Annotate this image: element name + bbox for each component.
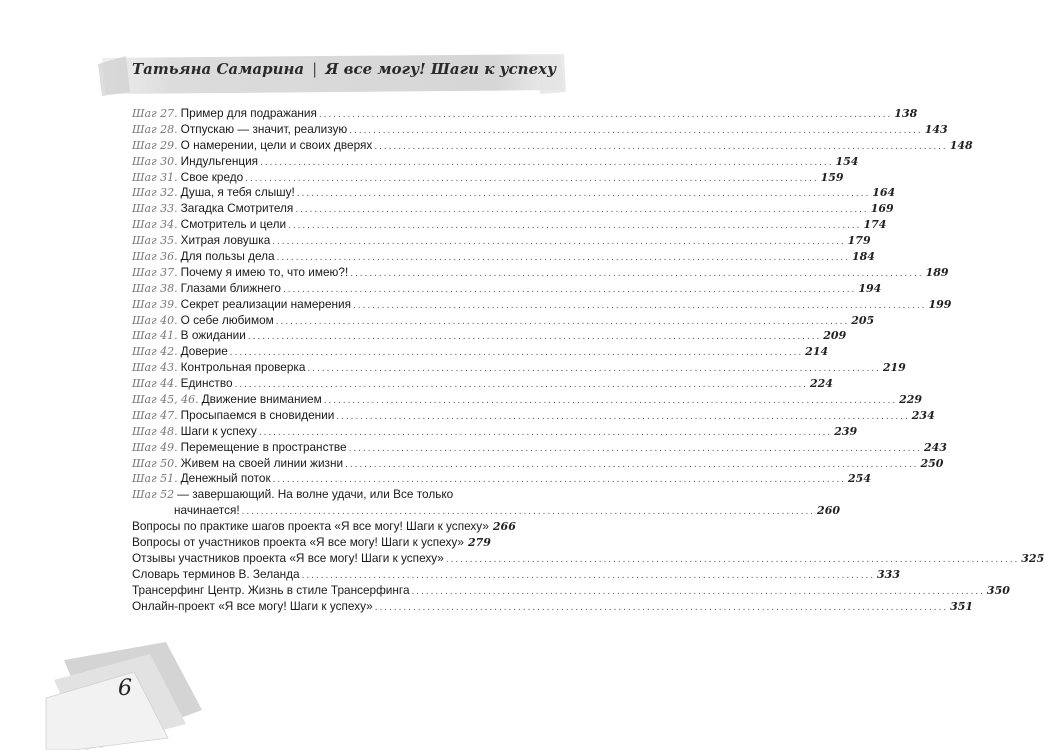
toc-title: Индульгенция [180,153,259,168]
toc-entry[interactable] [132,280,882,297]
toc-page-number: 351 [950,599,974,613]
toc-title: Движение вниманием [201,392,322,407]
toc-line [132,407,935,425]
toc-title: Хитрая ловушка [180,233,271,248]
dot-leader: ........................................................................................................................ [234,379,808,391]
header-separator: | [312,60,318,78]
toc-line [132,201,894,218]
dot-leader: ........................................................................................................................ [323,395,898,407]
toc-step-label: Шаг 40. [132,313,178,327]
toc-page-number: 194 [858,281,882,295]
toc-line [132,582,1010,600]
toc-page-number: 148 [949,138,973,152]
page-number: 6 [118,676,132,701]
toc-title: О себе любимом [180,312,274,327]
toc-title: Онлайн-проект «Я все могу! Шаги к успеху» [132,598,373,613]
toc-title: Единство [180,376,233,391]
toc-title: Для пользы дела [180,249,275,264]
toc-step-label: Шаг 32. [132,186,178,200]
toc-step-label: Шаг 35. [132,234,178,248]
toc-title: Перемещение в пространстве [180,439,347,454]
toc-page-number: 234 [911,408,935,422]
toc-title: — завершающий. На волне удачи, или Все только [177,487,454,502]
toc-entry[interactable] [132,296,952,313]
toc-page-number: 325 [1021,551,1044,565]
dot-leader: ........................................................................................................................ [241,506,816,518]
toc-title: Живем на своей линии жизни [180,455,344,470]
toc-title: Пример для подражания [180,106,317,120]
dot-leader: ........................................................................................................................ [348,442,922,454]
toc-title: Глазами ближнего [180,280,281,295]
dot-leader: ........................................................................................................................ [276,252,850,264]
toc-page-number: 184 [852,250,875,264]
toc-line [132,280,882,298]
toc-step-label: Шаг 47. [132,408,178,422]
toc-line [132,423,858,441]
toc-title: Просыпаемся в сновидении [180,407,335,422]
toc-title: Смотритель и цели [180,217,287,232]
toc-step-label: Шаг 28. [132,122,178,136]
toc-page-number: 350 [986,583,1010,597]
toc-entry[interactable] [132,185,896,201]
toc-entry[interactable] [132,121,948,138]
dot-leader: ........................................................................................................................ [296,188,871,200]
toc-line [132,535,491,552]
toc-title-continuation: начинается! [174,503,240,518]
header-author: Татьяна Самарина [132,60,305,78]
toc-entry[interactable] [132,455,944,472]
toc-line [132,519,516,536]
dot-leader: ........................................................................................................................ [445,553,1020,565]
toc-step-label: Шаг 43. [132,361,178,375]
toc-step-label: Шаг 38. [132,281,178,295]
toc-page-number: 214 [805,345,829,359]
toc-page-number: 159 [820,170,844,184]
toc-entry[interactable] [132,360,906,376]
toc-title: Отзывы участников проекта «Я все могу! Шаги к успеху» [132,550,444,565]
toc-page-number: 279 [467,536,491,550]
toc-step-label: Шаг 51. [132,472,178,486]
toc-line [132,487,485,503]
toc-line [132,185,896,202]
toc-page-number: 199 [928,297,952,311]
dot-leader: ........................................................................................................................ [307,363,881,375]
toc-line [132,550,1044,568]
toc-line [132,296,952,314]
toc-page-number: 138 [894,107,918,120]
toc-line [132,233,871,250]
toc-entry[interactable] [132,407,935,424]
dot-leader: ........................................................................................................................ [247,331,822,343]
toc-title: Шаги к успеху [180,423,257,438]
toc-step-label: Шаг 39. [132,297,178,311]
toc-entry[interactable] [132,376,833,392]
toc-entry[interactable] [132,169,844,186]
toc-step-label: Шаг 29. [132,138,178,152]
toc-line [132,121,948,139]
toc-line [132,153,859,171]
toc-entry[interactable] [132,535,491,551]
toc-step-label: Шаг 48. [132,424,178,438]
toc-page-number: 239 [834,424,858,438]
toc-line [132,169,844,187]
dot-leader: ........................................................................................................................ [258,426,833,438]
toc-step-label: Шаг 49. [132,440,178,454]
toc-line [132,598,974,616]
toc-line [132,344,829,361]
toc-page-number: 260 [817,504,841,518]
toc-step-label: Шаг 27. [132,107,178,120]
toc-page-number: 154 [835,154,859,168]
toc-page-number: 333 [877,567,900,581]
dot-leader: ........................................................................................................................ [245,172,819,184]
header-book-title: Я все могу! Шаги к успеху [325,60,557,78]
toc-entry[interactable] [132,550,1044,567]
toc-line [132,264,949,282]
toc-line [132,328,847,345]
toc-line [132,217,887,234]
toc-step-label: Шаг 41. [132,329,178,343]
toc-step-label: Шаг 42. [132,345,178,359]
toc-entry[interactable] [132,264,949,281]
toc-line [132,249,875,266]
dot-leader: ........................................................................................................................ [349,124,923,136]
toc-line [132,455,944,473]
dot-leader: ........................................................................................................................ [374,601,949,613]
toc-entry[interactable] [132,392,923,408]
toc-title: Загадка Смотрителя [180,201,294,216]
toc-title: Душа, я тебя слышу! [180,185,295,200]
toc-step-label: Шаг 30. [132,154,178,168]
toc-page-number: 179 [847,234,871,248]
dot-leader: ........................................................................................................................ [295,204,869,216]
dot-leader: ........................................................................................................................ [353,299,927,311]
dot-leader: ........................................................................................................................ [282,283,857,295]
toc-title: Свое кредо [180,169,244,184]
toc-page-number: 229 [899,393,923,407]
toc-page-number: 250 [920,456,944,470]
toc-entry[interactable] [132,137,973,154]
toc-entry[interactable] [132,233,871,249]
toc-title: О намерении, цели и своих дверях [180,137,373,152]
toc-line-continuation [132,503,841,520]
toc-entry[interactable] [132,328,847,344]
toc-entry[interactable] [132,487,841,519]
toc-page-number: 205 [851,313,875,327]
toc-entry[interactable] [132,217,887,233]
toc-step-label: Шаг 45, 46. [132,393,199,407]
toc-title: Словарь терминов В. Зеланда [132,566,300,581]
dot-leader: ........................................................................................................................ [275,315,850,327]
dot-leader: ........................................................................................................................ [272,236,846,248]
toc-line [132,471,871,488]
toc-step-label: Шаг 36. [132,250,178,264]
dot-leader: ........................................................................................................................ [374,140,948,152]
table-of-contents [132,106,1044,615]
toc-step-label: Шаг 34. [132,218,178,232]
toc-page-number: 164 [872,186,896,200]
toc-page-number: 143 [924,122,948,136]
toc-page-number: 219 [882,361,906,375]
toc-title: В ожидании [180,328,246,343]
toc-entry[interactable] [132,153,859,170]
toc-entry[interactable] [132,201,894,217]
toc-entry[interactable] [132,582,1010,599]
toc-step-label: Шаг 44. [132,377,178,391]
toc-page-number: 266 [492,520,516,534]
dot-leader: ........................................................................................................................ [318,109,893,120]
toc-line [132,137,973,155]
toc-title: Отпускаю — значит, реализую [180,121,348,136]
toc-line [132,312,875,330]
toc-entry[interactable] [132,312,875,329]
dot-leader: ........................................................................................................................ [288,220,862,232]
dot-leader: ........................................................................................................................ [301,569,876,581]
toc-step-label: Шаг 52 [132,488,175,502]
toc-line [132,439,947,457]
toc-title: Денежный поток [180,471,271,486]
toc-line [132,106,918,123]
toc-entry[interactable] [132,566,900,583]
toc-page-number: 189 [925,265,949,279]
toc-title: Почему я имею то, что имею?! [180,264,349,279]
toc-page-number: 243 [923,440,947,454]
toc-line [132,392,923,409]
dot-leader: ........................................................................................................................ [411,585,985,597]
toc-page-number: 254 [848,472,871,486]
toc-page-number: 169 [870,202,894,216]
toc-page-number: 174 [863,218,887,232]
dot-leader: ........................................................................................................................ [272,474,847,486]
dot-leader: ........................................................................................................................ [229,347,804,359]
dot-leader: ........................................................................................................................ [350,267,924,279]
toc-step-label: Шаг 50. [132,456,178,470]
toc-entry[interactable] [132,471,871,487]
toc-title: Трансерфинг Центр. Жизнь в стиле Трансерфинга [132,582,410,597]
dot-leader: ........................................................................................................................ [345,458,919,470]
running-header [132,60,557,78]
toc-entry[interactable] [132,598,974,615]
dot-leader: ........................................................................................................................ [336,410,910,422]
dot-leader: ........................................................................................................................ [260,156,834,168]
toc-page-number: 224 [809,377,833,391]
toc-entry[interactable] [132,344,829,360]
toc-title: Секрет реализации намерения [180,296,352,311]
toc-entry[interactable] [132,519,516,535]
toc-page-number: 209 [823,329,847,343]
toc-title: Контрольная проверка [180,360,306,375]
toc-step-label: Шаг 37. [132,265,178,279]
toc-entry[interactable] [132,106,918,122]
toc-line [132,566,900,584]
toc-title: Вопросы по практике шагов проекта «Я все могу! Шаги к успеху» [132,519,489,534]
toc-step-label: Шаг 31. [132,170,178,184]
toc-entry[interactable] [132,423,858,440]
toc-step-label: Шаг 33. [132,202,178,216]
toc-title: Доверие [180,344,228,359]
toc-entry[interactable] [132,249,875,265]
toc-line [132,360,906,377]
toc-entry[interactable] [132,439,947,456]
toc-title: Вопросы от участников проекта «Я все могу! Шаги к успеху» [132,535,464,550]
toc-line [132,376,833,393]
